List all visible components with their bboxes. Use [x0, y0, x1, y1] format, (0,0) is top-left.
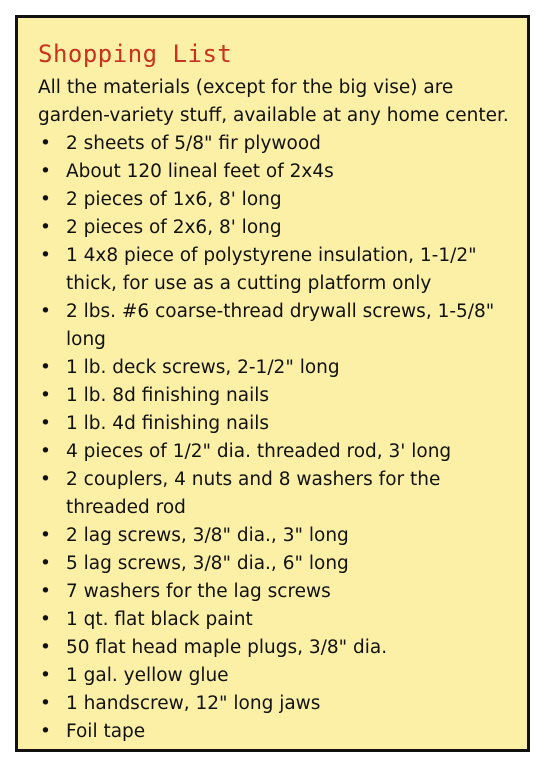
intro-text: All the materials (except for the big vise) are garden-variety stuff, available at any home center. [38, 77, 509, 126]
bullet-icon: • [40, 721, 51, 742]
list-item [38, 466, 518, 522]
list-item [38, 438, 518, 466]
list-item-text: 4 pieces of 1/2" dia. threaded rod, 3' long [66, 441, 452, 462]
list-item-text: Foil tape [66, 721, 146, 742]
bullet-icon: • [40, 665, 51, 686]
list-item-text: 2 couplers, 4 nuts and 8 washers for the threaded rod [66, 469, 441, 518]
bullet-icon: • [40, 385, 51, 406]
bullet-icon: • [40, 161, 51, 182]
list-item [38, 718, 518, 746]
list-item [38, 522, 518, 550]
bullet-icon: • [40, 189, 51, 210]
list-item [38, 130, 518, 158]
list-item [38, 550, 518, 578]
list-item [38, 354, 518, 382]
list-item-text: 1 lb. 8d finishing nails [66, 385, 270, 406]
materials-list [38, 130, 518, 746]
list-item-text: 1 4x8 piece of polystyrene insulation, 1-1/2" thick, for use as a cutting platform only [66, 245, 477, 294]
list-item [38, 606, 518, 634]
bullet-icon: • [40, 637, 51, 658]
list-item-text: 1 lb. 4d finishing nails [66, 413, 270, 434]
list-item-text: 1 lb. deck screws, 2-1/2" long [66, 357, 340, 378]
list-item [38, 186, 518, 214]
shopping-list-card [15, 15, 530, 752]
list-item-text: 2 pieces of 2x6, 8' long [66, 217, 282, 238]
bullet-icon: • [40, 441, 51, 462]
bullet-icon: • [40, 553, 51, 574]
list-item-text: 2 lag screws, 3/8" dia., 3" long [66, 525, 349, 546]
bullet-icon: • [40, 245, 51, 266]
list-item-text: 2 sheets of 5/8" fir plywood [66, 133, 321, 154]
card-title: Shopping List [38, 40, 233, 68]
bullet-icon: • [40, 133, 51, 154]
bullet-icon: • [40, 693, 51, 714]
list-item-text: 1 qt. flat black paint [66, 609, 253, 630]
list-item [38, 662, 518, 690]
list-item [38, 690, 518, 718]
list-item [38, 410, 518, 438]
list-item [38, 298, 518, 354]
list-item [38, 214, 518, 242]
bullet-icon: • [40, 357, 51, 378]
list-item [38, 634, 518, 662]
bullet-icon: • [40, 525, 51, 546]
list-item [38, 382, 518, 410]
list-item-text: 2 pieces of 1x6, 8' long [66, 189, 282, 210]
list-item-text: 7 washers for the lag screws [66, 581, 331, 602]
list-item-text: About 120 lineal feet of 2x4s [66, 161, 334, 182]
bullet-icon: • [40, 413, 51, 434]
bullet-icon: • [40, 581, 51, 602]
bullet-icon: • [40, 301, 51, 322]
bullet-icon: • [40, 217, 51, 238]
bullet-icon: • [40, 469, 51, 490]
list-item-text: 5 lag screws, 3/8" dia., 6" long [66, 553, 349, 574]
list-item-text: 2 lbs. #6 coarse-thread drywall screws, 1-5/8" long [66, 301, 495, 350]
list-item-text: 1 handscrew, 12" long jaws [66, 693, 321, 714]
list-item-text: 1 gal. yellow glue [66, 665, 229, 686]
list-item [38, 242, 518, 298]
list-item-text: 50 flat head maple plugs, 3/8" dia. [66, 637, 388, 658]
list-item [38, 158, 518, 186]
bullet-icon: • [40, 609, 51, 630]
list-item [38, 578, 518, 606]
